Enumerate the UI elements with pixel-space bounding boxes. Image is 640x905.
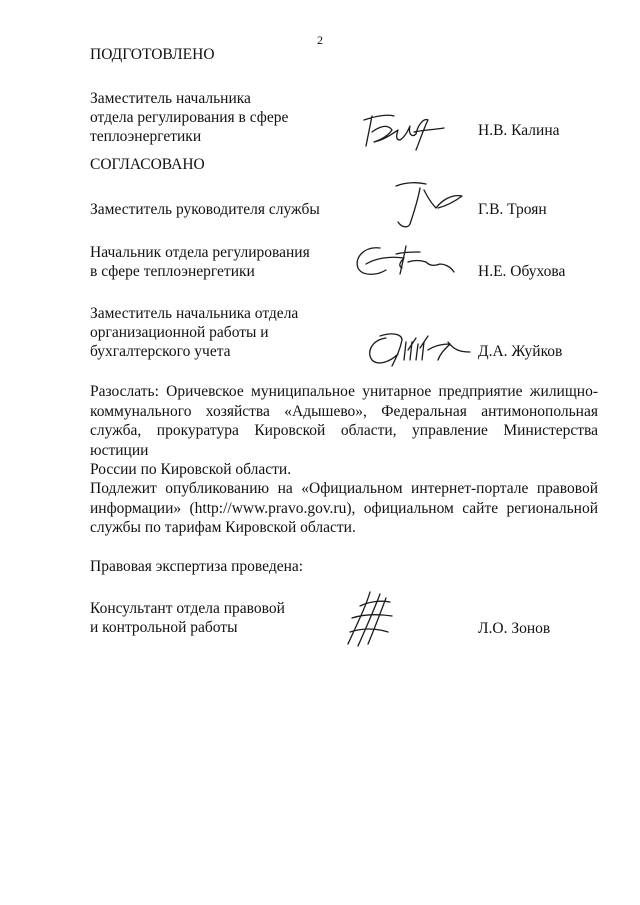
position-line: бухгалтерского учета xyxy=(90,343,231,360)
signer-3-position xyxy=(90,304,298,361)
signature-zonov xyxy=(340,588,410,650)
signature-kalina xyxy=(358,110,448,155)
position-line: в сфере теплоэнергетики xyxy=(90,263,255,280)
signer-2-position xyxy=(90,243,310,281)
publication-note xyxy=(90,479,598,538)
signer-name: Н.Е. Обухова xyxy=(478,263,566,280)
position-line: Начальник отдела регулирования xyxy=(90,244,310,261)
paragraph-line: служба, прокуратура Кировской области, управление Министерства юстиции xyxy=(90,422,598,459)
signature-obukhova xyxy=(346,238,456,288)
signer-name: Г.В. Троян xyxy=(478,201,547,218)
signer-name: Н.В. Калина xyxy=(478,122,560,139)
paragraph-line: России по Кировской области. xyxy=(90,461,292,478)
position-line: и контрольной работы xyxy=(90,619,238,636)
legal-review-statement: Правовая экспертиза проведена: xyxy=(90,558,304,575)
paragraph-line: Разослать: Оричевское муниципальное унитарное предприятие жилищно- xyxy=(90,383,598,400)
position-line: организационной работы и xyxy=(90,324,269,341)
signature-zhuikov xyxy=(362,326,472,370)
prepared-heading: ПОДГОТОВЛЕНО xyxy=(90,46,215,63)
position-line: Заместитель руководителя службы xyxy=(90,201,320,218)
paragraph-line: информации» (http://www.pravo.gov.ru), официальном сайте региональной xyxy=(90,499,598,517)
signer-name: Д.А. Жуйков xyxy=(478,343,563,360)
paragraph-line: службы по тарифам Кировской области. xyxy=(90,519,356,536)
paragraph-line: Подлежит опубликованию на «Официальном интернет-портале правовой xyxy=(90,480,598,497)
position-line: Заместитель начальника отдела xyxy=(90,305,299,322)
signer-name: Л.О. Зонов xyxy=(478,620,551,637)
page-number: 2 xyxy=(317,33,323,47)
prepared-position xyxy=(90,89,288,146)
signature-troyan xyxy=(382,178,472,233)
position-line: Консультант отдела правовой xyxy=(90,600,285,617)
position-line: отдела регулирования в сфере xyxy=(90,109,289,126)
position-line: Заместитель начальника xyxy=(90,90,251,107)
agreed-heading: СОГЛАСОВАНО xyxy=(90,156,205,173)
distribution-list xyxy=(90,382,598,480)
legal-review-position xyxy=(90,599,285,637)
position-line: теплоэнергетики xyxy=(90,128,202,145)
paragraph-line: коммунального хозяйства «Адышево», Федеральная антимонопольная xyxy=(90,402,598,420)
